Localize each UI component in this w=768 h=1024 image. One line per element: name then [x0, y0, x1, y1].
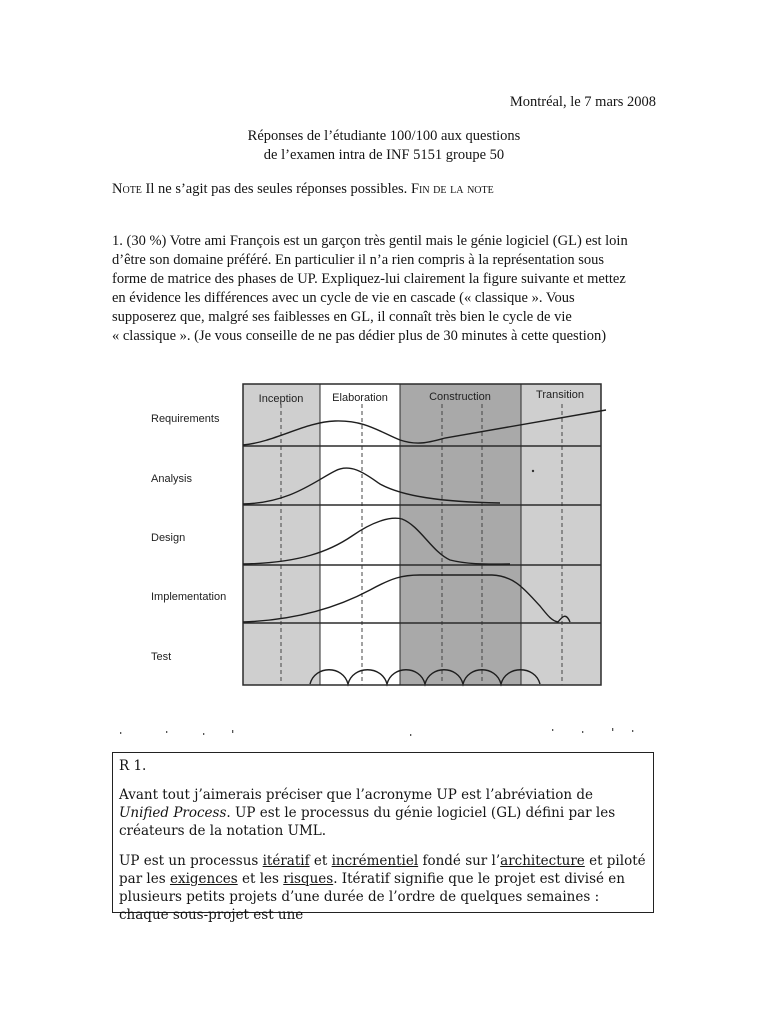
phase-column-transition — [521, 384, 601, 685]
note-end-label: Fin de la note — [410, 181, 494, 197]
title-line-1: Réponses de l’étudiante 100/100 aux questions — [247, 128, 521, 144]
question-line: forme de matrice des phases de UP. Expliquez-lui clairement la figure suivante et mettez — [112, 271, 626, 287]
answer-text: Avant tout j’aimerais préciser que l’acronyme UP est l’abréviation de — [119, 787, 593, 803]
question-line: d’être son domaine préféré. En particulier il n’a rien compris à la représentation sous — [112, 252, 605, 268]
up-phases-matrix — [140, 376, 620, 696]
question-line: 1. (30 %) Votre ami François est un garçon très gentil mais le génie logiciel (GL) est loin — [112, 233, 628, 249]
question-1 — [112, 232, 660, 346]
scan-artifacts — [112, 724, 656, 740]
term-risques: risques — [283, 871, 334, 887]
document-title — [112, 127, 656, 165]
term-incrementiel: incrémentiel — [331, 853, 419, 869]
note-text: Il ne s’agit pas des seules réponses possibles. — [141, 181, 411, 197]
answer-text: et — [309, 853, 332, 869]
term-architecture: architecture — [500, 853, 585, 869]
note-label: Note — [112, 181, 142, 197]
document-date: Montréal, le 7 mars 2008 — [509, 94, 656, 110]
question-line: supposerez que, malgré ses faiblesses en GL, il connaît très bien le cycle de vie — [112, 309, 572, 325]
discipline-label: Analysis — [151, 473, 192, 485]
answer-paragraph-2 — [119, 852, 647, 924]
question-line: « classique ». (Je vous conseille de ne pas dédier plus de 30 minutes à cette question) — [112, 328, 607, 344]
unified-process-term: Unified Process — [119, 805, 227, 821]
discipline-label: Design — [151, 532, 186, 544]
question-line: en évidence les différences avec un cycle de vie en cascade (« classique ». Vous — [112, 290, 575, 306]
phase-column-inception — [243, 384, 320, 685]
answer-text: et piloté par les — [119, 853, 646, 887]
answer-text: . Itératif signifie que le projet est divisé en plusieurs petits projets d’une durée de l’ordre de quelques semaines : chaque sous-projet est une — [119, 871, 625, 923]
phase-label: Elaboration — [332, 392, 388, 404]
phase-label: Inception — [258, 393, 304, 405]
discipline-label: Requirements — [151, 413, 220, 425]
discipline-label: Implementation — [151, 591, 227, 603]
term-exigences: exigences — [169, 871, 238, 887]
term-iteratif: itératif — [262, 853, 310, 869]
phase-label: Construction — [429, 391, 491, 403]
discipline-label: Test — [151, 651, 172, 663]
up-phases-figure — [140, 376, 620, 696]
phase-column-construction — [400, 384, 521, 685]
phase-label: Transition — [536, 389, 584, 401]
answer-label: R 1. — [119, 758, 147, 774]
answer-paragraph-1 — [119, 786, 647, 840]
answer-text: . UP est le processus du génie logiciel (GL) défini par les créateurs de la notation UML. — [119, 805, 616, 839]
answer-text: et les — [237, 871, 284, 887]
title-line-2: de l’examen intra de INF 5151 groupe 50 — [263, 147, 505, 163]
answer-box — [112, 752, 654, 923]
scan-dot — [532, 470, 534, 472]
phase-column-elaboration — [320, 384, 400, 685]
note-paragraph — [112, 181, 494, 198]
answer-text: UP est un processus — [119, 853, 263, 869]
answer-text: fondé sur l’ — [418, 853, 501, 869]
